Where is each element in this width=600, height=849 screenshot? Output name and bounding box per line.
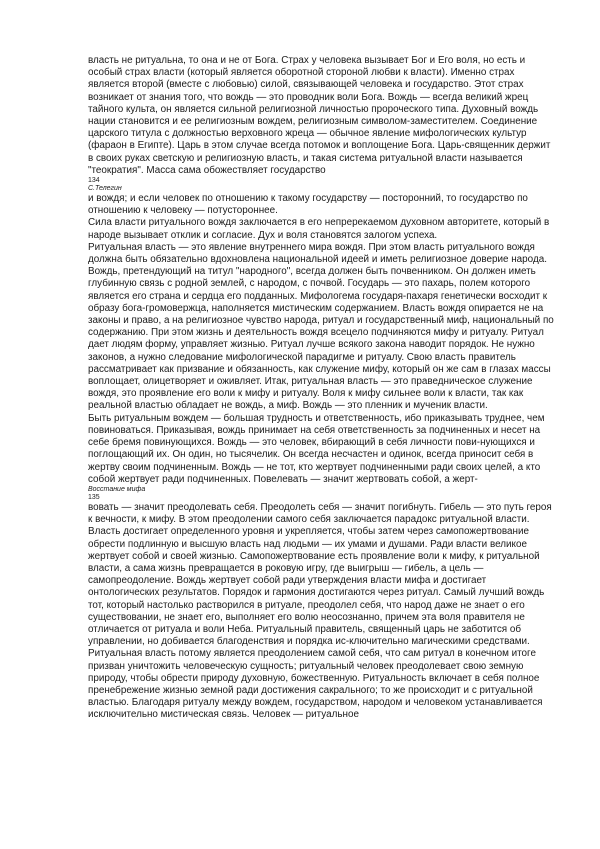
page-number-134: 134	[88, 177, 100, 185]
paragraph-2: и вождя; и если человек по отношению к такому государству — посторонний, то государство по отношению к человеку — потустороннее.	[88, 193, 528, 217]
paragraph-4: Ритуальная власть — это явление внутреннего мира вождя. При этом власть ритуального вождя должна быть обязательно вдохновлена национальной идеей и иметь религиозное доверие народа. Вождь, претендующий на титул "народного", всегда должен быть почвенником. Он должен иметь глубинную связь с родной землей, с народом, с почвой. Государь — это пахарь, полем которого является его страна и сердца его подданных. Мифологема государя-пахаря генетически восходит к образу бога-громовержца, наполняется мистическим содержанием. Власть вождя опирается не на законы и право, а на религиозное чувство народа, ритуал и государственный миф, национальный по содержанию. При этом жизнь и деятельность вождя всецело подчиняются мифу и ритуалу. Ритуал дает людям форму, управляет жизнью. Ритуал лучше всякого закона наводит порядок. Не нужно законов, а нужно следование мифологической парадигме и ритуалу. Свою власть правитель рассматривает как призвание и обязанность, как служение мифу, который он же сам в глазах массы воплощает, олицетворяет и оживляет. Итак, ритуальная власть — это праведническое служение вождя, это проявление его воли к мифу и ритуалу. Воля к мифу сильнее воли к власти, так как реальной властью обладает не вождь, а миф. Вождь — это пленник и мученик власти.	[88, 241, 554, 412]
paragraph-1: власть не ритуальна, то она и не от Бога. Страх у человека вызывает Бог и Его воля, но есть и особый страх власти (который является оборотной стороной любви к власти). Именно страх является второй (вместе с любовью) силой, связывающей человека и государство. Этот страх возникает от знания того, что вождь — это проводник воли Бога. Вождь — всегда великий жрец тайного культа, он является сильной религиозной личностью пророческого типа. Духовный вождь нации становится и ее религиозным вождем, религиозным символом-заместителем. Соединение царского титула с должностью верховного жреца — обычное явление мифологических культур (фараон в Египте). Царь в этом случае всегда потомок и воплощение Бога. Царь-священник держит в своих руках светскую и религиозную власть, и такая система ритуальной власти называется "теократия". Масса сама обожествляет государство	[88, 55, 551, 176]
paragraph-5: Быть ритуальным вождем — большая трудность и ответственность, ибо приказывать труднее, чем повиноваться. Приказывая, вождь принимает на себя ответственность за подчиненных и несет на себе бремя повинующихся. Вождь — это человек, вбирающий в себя личности пови-нующихся и поглощающий их. Он один, но тысячелик. Он всегда несчастен и одинок, всегда приносит себя в жертву своим подчиненным. Вождь — не тот, кто жертвует подчиненными ради своих целей, а кто собой жертвует ради подчиненных. Повелевать — значит жертвовать собой, а жерт-	[88, 412, 545, 485]
paragraph-7: Ритуальная власть потому является преодолением самой себя, что сам ритуал в конечном итоге призван уничтожить человеческую сущность; ритуальный человек преодолевает свою земную природу, чтобы обрести природу духовную, божественную. Ритуальность включает в себя полное пренебрежение жизнью земной ради достижения сакрального; то же происходит и с ритуальной властью. Благодаря ритуалу между вождем, государством, народом и человеком устанавливается исключительно мистическая связь. Человек — ритуальное	[88, 648, 543, 721]
document-page	[88, 55, 558, 722]
paragraph-3: Сила власти ритуального вождя заключается в его непререкаемом духовном авторитете, который в народе вызывает отклик и согласие. Дух и воля становятся залогом успеха.	[88, 217, 550, 241]
running-header-author: С.Телегин	[88, 185, 122, 193]
page-number-135: 135	[88, 493, 100, 501]
paragraph-6: вовать — значит преодолевать себя. Преодолеть себя — значит погибнуть. Гибель — это путь героя к вечности, к мифу. В этом преодолении самого себя заключается парадокс ритуальной власти. Власть достигает определенного уровня и укрепляется, чтобы затем через самопожертвование обрести подлинную и высшую власть над людьми — их умами и душами. Ради власти великое жертвует собой и своей жизнью. Самопожертвование есть проявление воли к мифу, к ритуальной власти, а сама жизнь превращается в роковую игру, где выигрыш — гибель, а цель — самопреодоление. Вождь жертвует собой ради утверждения власти мифа и достигает онтологических результатов. Порядок и гармония достигаются через ритуал. Самый лучший вождь тот, который настолько растворился в ритуале, преодолел себя, что народ даже не знает о его существовании, не знает его, выполняет его волю неосознанно, причем эта воля правителя не отличается от ритуала и воли Неба. Ритуальный правитель, священный царь не заботится об управлении, но добивается благоденствия и порядка ис-ключительно магическими средствами.	[88, 501, 552, 648]
running-header-title: Восстание мифа	[88, 485, 146, 493]
